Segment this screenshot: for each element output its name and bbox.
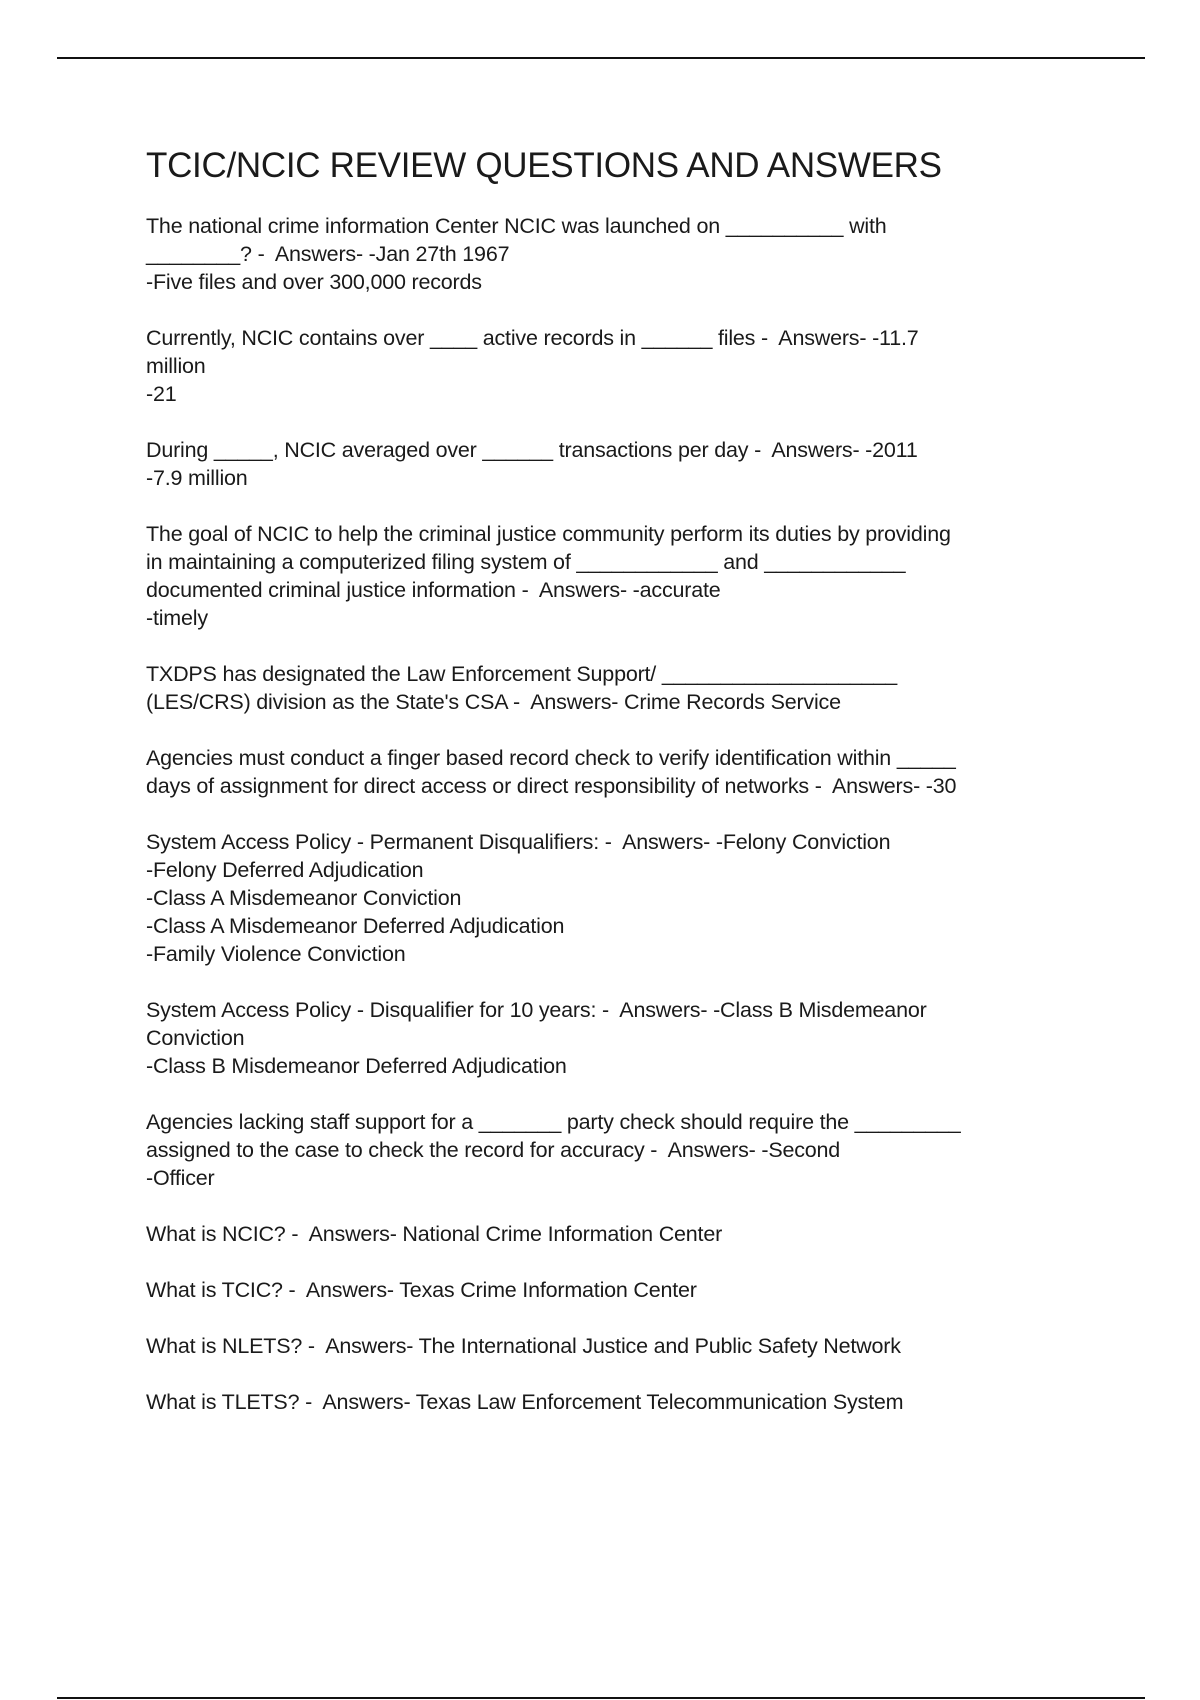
- qa-item: [146, 744, 1146, 800]
- qa-line: TXDPS has designated the Law Enforcement Support/ ____________________: [146, 662, 898, 686]
- header-rule: [57, 57, 1145, 59]
- qa-line: -Family Violence Conviction: [146, 942, 406, 966]
- qa-list: [146, 212, 1146, 1416]
- qa-item: [146, 436, 1146, 492]
- qa-line: What is NCIC? - Answers- National Crime Information Center: [146, 1222, 723, 1246]
- qa-item: [146, 1220, 1146, 1248]
- qa-line: -Felony Deferred Adjudication: [146, 858, 424, 882]
- qa-line: System Access Policy - Permanent Disqualifiers: - Answers- -Felony Conviction: [146, 830, 891, 854]
- qa-line: -21: [146, 382, 177, 406]
- qa-line: days of assignment for direct access or direct responsibility of networks - Answers- -30: [146, 774, 957, 798]
- qa-line: documented criminal justice information - Answers- -accurate: [146, 578, 721, 602]
- qa-line: -Five files and over 300,000 records: [146, 270, 482, 294]
- qa-line: The goal of NCIC to help the criminal justice community perform its duties by providing: [146, 522, 951, 546]
- qa-line: -Class A Misdemeanor Conviction: [146, 886, 462, 910]
- qa-line: -Class B Misdemeanor Deferred Adjudication: [146, 1054, 567, 1078]
- qa-line: System Access Policy - Disqualifier for 10 years: - Answers- -Class B Misdemeanor: [146, 998, 927, 1022]
- qa-item: [146, 1388, 1146, 1416]
- qa-item: [146, 996, 1146, 1080]
- qa-item: [146, 520, 1146, 632]
- qa-item: [146, 828, 1146, 968]
- qa-line: -Class A Misdemeanor Deferred Adjudication: [146, 914, 565, 938]
- qa-item: [146, 212, 1146, 296]
- qa-item: [146, 1108, 1146, 1192]
- qa-line: Agencies lacking staff support for a _______ party check should require the _________: [146, 1110, 961, 1134]
- page-title: TCIC/NCIC REVIEW QUESTIONS AND ANSWERS: [146, 146, 942, 185]
- qa-line: The national crime information Center NCIC was launched on __________ with: [146, 214, 887, 238]
- qa-item: [146, 1332, 1146, 1360]
- qa-line: (LES/CRS) division as the State's CSA - Answers- Crime Records Service: [146, 690, 841, 714]
- qa-item: [146, 660, 1146, 716]
- footer-rule: [57, 1697, 1145, 1699]
- qa-line: What is TLETS? - Answers- Texas Law Enforcement Telecommunication System: [146, 1390, 904, 1414]
- qa-line: What is TCIC? - Answers- Texas Crime Information Center: [146, 1278, 697, 1302]
- qa-line: million: [146, 354, 206, 378]
- qa-line: -7.9 million: [146, 466, 248, 490]
- qa-line: in maintaining a computerized filing system of ____________ and ____________: [146, 550, 906, 574]
- qa-line: What is NLETS? - Answers- The International Justice and Public Safety Network: [146, 1334, 901, 1358]
- qa-line: ________? - Answers- -Jan 27th 1967: [146, 242, 510, 266]
- qa-line: -Officer: [146, 1166, 215, 1190]
- qa-item: [146, 324, 1146, 408]
- qa-line: Conviction: [146, 1026, 245, 1050]
- qa-line: Agencies must conduct a finger based record check to verify identification within _____: [146, 746, 956, 770]
- qa-item: [146, 1276, 1146, 1304]
- qa-line: -timely: [146, 606, 208, 630]
- qa-line: During _____, NCIC averaged over ______ transactions per day - Answers- -2011: [146, 438, 918, 462]
- qa-line: Currently, NCIC contains over ____ active records in ______ files - Answers- -11.7: [146, 326, 919, 350]
- document-body: [146, 142, 1146, 1444]
- qa-line: assigned to the case to check the record for accuracy - Answers- -Second: [146, 1138, 841, 1162]
